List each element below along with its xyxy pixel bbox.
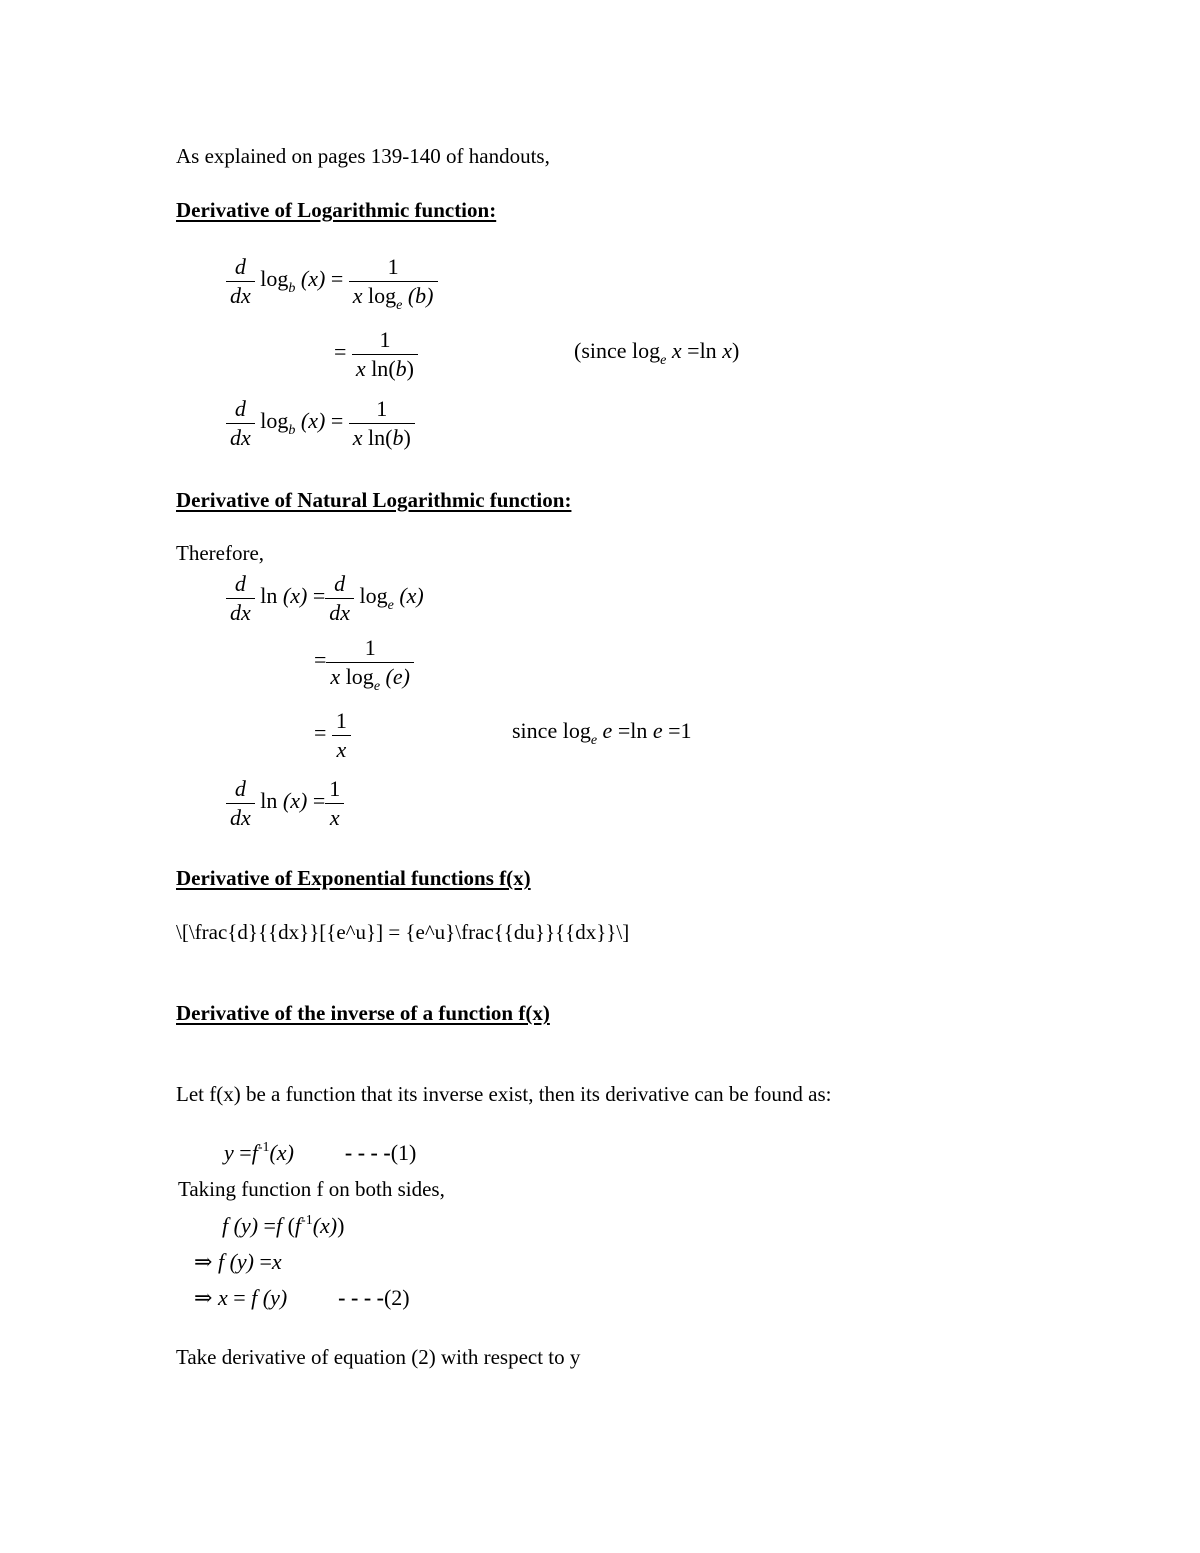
heading-log-derivative: Derivative of Logarithmic function: bbox=[176, 198, 497, 222]
equation-ln-1: $\frac{d}{dx}$ ln (x) = $\frac{d}{dx}$ $\log_e (x)$ bbox=[226, 570, 424, 626]
fraction-rhs: $\frac{1}{\text{x ln(b)}}$ bbox=[352, 326, 418, 382]
equation-inverse-4: ⇒ x = f (y) - - - -(2) bbox=[194, 1285, 410, 1310]
heading-inverse-derivative: Derivative of the inverse of a function f(x) bbox=[176, 1001, 550, 1025]
note-since-log-e: (since $\log_e x =\ln$ x) bbox=[574, 338, 740, 368]
equation-log-2: = $\frac{1}{\text{x ln(b)}}$ bbox=[334, 326, 418, 382]
fraction-rhs: $\frac{1}{x \log_e (b)}$ bbox=[349, 253, 438, 309]
fraction-d-dx: $\frac{d}{dx}$ bbox=[226, 775, 255, 831]
equation-ln-2: = $\frac{1}{x \log_e (e)}$ bbox=[314, 634, 414, 690]
inverse-intro-text: Let f(x) be a function that its inverse exist, then its derivative can be found as: bbox=[176, 1082, 832, 1106]
equation-log-result: $\frac{d}{dx}$ $\log_b (x)$ = $\frac{1}{\text{x ln(b)}}$ bbox=[226, 395, 415, 451]
fraction-d-dx: $\frac{d}{dx}$ bbox=[226, 395, 255, 451]
equation-inverse-2: f (y) =f $(f^{-1}(x))$ bbox=[222, 1213, 345, 1238]
taking-function-text: Taking function f on both sides, bbox=[178, 1177, 445, 1201]
fraction-rhs: $\frac{1}{x \log_e (e)}$ bbox=[326, 634, 414, 690]
take-derivative-text: Take derivative of equation (2) with respect to y bbox=[176, 1345, 581, 1369]
intro-text: As explained on pages 139-140 of handouts, bbox=[176, 144, 550, 168]
fraction-one-over-x: $\frac{1}{x}$ bbox=[325, 775, 344, 831]
equation-inverse-1: $y =f^{-1}(x)$ - - - -(1) bbox=[224, 1140, 417, 1165]
heading-ln-derivative: Derivative of Natural Logarithmic function: bbox=[176, 488, 572, 512]
therefore-text: Therefore, bbox=[176, 541, 265, 565]
fraction-one-over-x: $\frac{1}{x}$ bbox=[332, 707, 351, 763]
fraction-d-dx: $\frac{d}{dx}$ bbox=[226, 253, 255, 309]
equation-ln-3: = $\frac{1}{x}$ bbox=[314, 707, 351, 763]
fraction-d-dx: $\frac{d}{dx}$ bbox=[226, 570, 255, 626]
equation-log-1: $\frac{d}{dx}$ $\log_b (x)$ = $\frac{1}{x \log_e (b)}$ bbox=[226, 253, 438, 309]
raw-latex-text: \[\frac{d}{{dx}}[{e^u}] = {e^u}\frac{{du}}{{dx}}\] bbox=[176, 920, 630, 944]
equation-ln-result: $\frac{d}{dx}$ ln (x) = $\frac{1}{x}$ bbox=[226, 775, 344, 831]
fraction-d-dx: $\frac{d}{dx}$ bbox=[325, 570, 354, 626]
heading-exp-derivative: Derivative of Exponential functions f(x) bbox=[176, 866, 531, 890]
fraction-rhs: $\frac{1}{\text{x ln(b)}}$ bbox=[349, 395, 415, 451]
equation-inverse-3: ⇒ f (y) =x bbox=[194, 1249, 282, 1274]
note-since-log-e-e: since $\log_e e =\ln$ e =1 bbox=[512, 718, 692, 748]
